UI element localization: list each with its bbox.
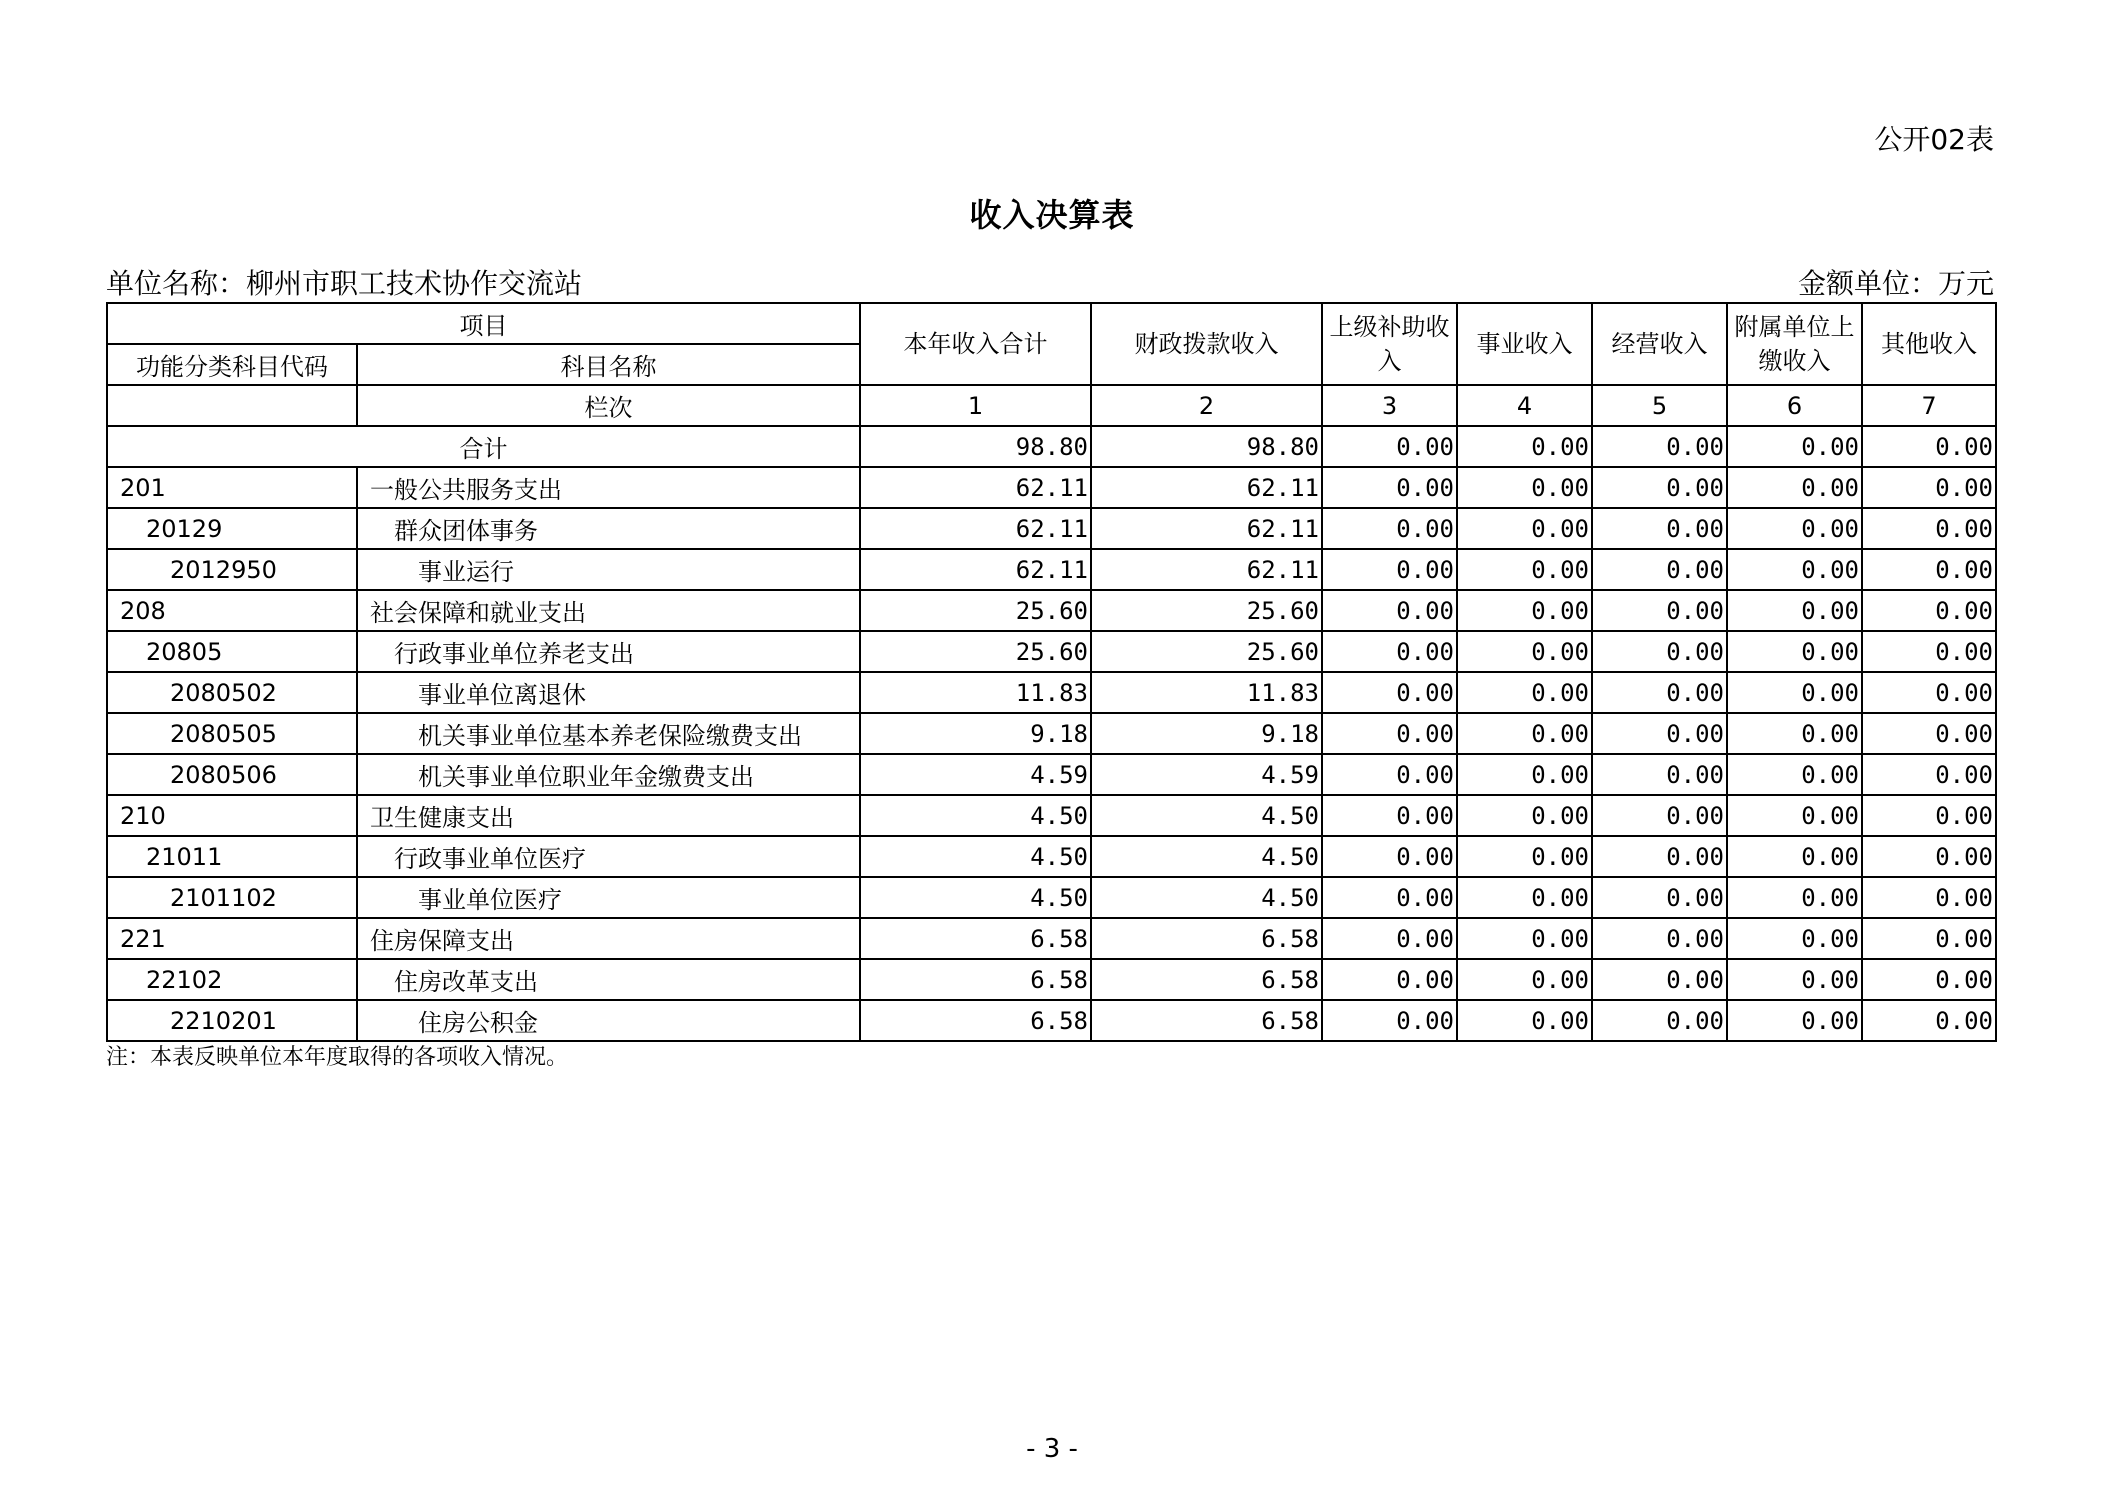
row-value: 6.58 xyxy=(860,918,1091,959)
page-title: 收入决算表 xyxy=(969,196,1135,234)
table-row xyxy=(107,672,1996,713)
row-value: 0.00 xyxy=(1592,1000,1727,1041)
row-value: 0.00 xyxy=(1727,713,1862,754)
row-code: 2080502 xyxy=(107,672,357,713)
row-value: 0.00 xyxy=(1862,959,1996,1000)
row-code: 2210201 xyxy=(107,1000,357,1041)
amount-unit: 金额单位：万元 xyxy=(1797,267,1994,300)
col-number-5: 5 xyxy=(1592,385,1727,426)
header-col-1: 本年收入合计 xyxy=(860,303,1091,385)
row-value: 4.50 xyxy=(860,795,1091,836)
row-value: 0.00 xyxy=(1727,918,1862,959)
row-value: 0.00 xyxy=(1727,795,1862,836)
row-value: 0.00 xyxy=(1862,754,1996,795)
row-value: 0.00 xyxy=(1727,672,1862,713)
row-value: 0.00 xyxy=(1862,467,1996,508)
row-name: 卫生健康支出 xyxy=(357,795,860,836)
index-blank-cell xyxy=(107,385,357,426)
row-value: 0.00 xyxy=(1457,549,1592,590)
row-value: 0.00 xyxy=(1322,836,1457,877)
table-row xyxy=(107,590,1996,631)
row-value: 0.00 xyxy=(1592,877,1727,918)
row-value: 0.00 xyxy=(1862,1000,1996,1041)
row-value: 0.00 xyxy=(1862,590,1996,631)
row-value: 0.00 xyxy=(1727,836,1862,877)
row-value: 62.11 xyxy=(1091,508,1322,549)
row-code: 221 xyxy=(107,918,357,959)
header-code: 功能分类科目代码 xyxy=(107,344,357,385)
row-name: 住房改革支出 xyxy=(357,959,860,1000)
row-code: 2080505 xyxy=(107,713,357,754)
row-code: 21011 xyxy=(107,836,357,877)
row-value: 4.59 xyxy=(860,754,1091,795)
row-value: 0.00 xyxy=(1322,754,1457,795)
row-name: 事业运行 xyxy=(357,549,860,590)
row-value: 25.60 xyxy=(860,590,1091,631)
row-value: 0.00 xyxy=(1592,590,1727,631)
row-value: 0.00 xyxy=(1592,672,1727,713)
row-value: 0.00 xyxy=(1727,631,1862,672)
row-value: 62.11 xyxy=(1091,549,1322,590)
row-value: 0.00 xyxy=(1862,631,1996,672)
row-value: 0.00 xyxy=(1322,713,1457,754)
row-value: 0.00 xyxy=(1457,590,1592,631)
row-value: 0.00 xyxy=(1457,631,1592,672)
col-number-1: 1 xyxy=(860,385,1091,426)
row-value: 4.50 xyxy=(860,836,1091,877)
row-value: 0.00 xyxy=(1592,918,1727,959)
row-code: 2080506 xyxy=(107,754,357,795)
total-value: 0.00 xyxy=(1457,426,1592,467)
row-code: 22102 xyxy=(107,959,357,1000)
row-value: 0.00 xyxy=(1727,467,1862,508)
table-row xyxy=(107,877,1996,918)
col-number-3: 3 xyxy=(1322,385,1457,426)
row-value: 6.58 xyxy=(860,959,1091,1000)
total-value: 98.80 xyxy=(1091,426,1322,467)
row-value: 6.58 xyxy=(1091,918,1322,959)
row-value: 0.00 xyxy=(1592,795,1727,836)
total-value: 0.00 xyxy=(1592,426,1727,467)
table-row xyxy=(107,918,1996,959)
row-value: 62.11 xyxy=(860,508,1091,549)
total-value: 0.00 xyxy=(1727,426,1862,467)
unit-name: 单位名称：柳州市职工技术协作交流站 xyxy=(106,267,583,300)
row-value: 0.00 xyxy=(1457,918,1592,959)
header-col-3: 上级补助收入 xyxy=(1322,303,1457,385)
table-row xyxy=(107,959,1996,1000)
row-value: 0.00 xyxy=(1457,795,1592,836)
header-col-7: 其他收入 xyxy=(1862,303,1996,385)
row-name: 一般公共服务支出 xyxy=(357,467,860,508)
header-col-2: 财政拨款收入 xyxy=(1091,303,1322,385)
row-value: 0.00 xyxy=(1457,836,1592,877)
header-row-index xyxy=(107,385,1996,426)
row-value: 0.00 xyxy=(1592,508,1727,549)
table-row xyxy=(107,754,1996,795)
header-row-1 xyxy=(107,303,1996,344)
row-value: 0.00 xyxy=(1457,1000,1592,1041)
total-value: 98.80 xyxy=(860,426,1091,467)
page-number: - 3 - xyxy=(1026,1434,1078,1464)
row-value: 0.00 xyxy=(1322,877,1457,918)
row-value: 0.00 xyxy=(1592,713,1727,754)
row-value: 0.00 xyxy=(1862,508,1996,549)
row-value: 0.00 xyxy=(1322,672,1457,713)
table-row xyxy=(107,467,1996,508)
total-value: 0.00 xyxy=(1322,426,1457,467)
col-number-2: 2 xyxy=(1091,385,1322,426)
row-value: 25.60 xyxy=(1091,590,1322,631)
row-name: 事业单位离退休 xyxy=(357,672,860,713)
row-value: 0.00 xyxy=(1727,549,1862,590)
row-value: 0.00 xyxy=(1322,549,1457,590)
table-row xyxy=(107,508,1996,549)
row-value: 0.00 xyxy=(1862,836,1996,877)
row-code: 201 xyxy=(107,467,357,508)
row-value: 0.00 xyxy=(1727,877,1862,918)
row-value: 6.58 xyxy=(1091,1000,1322,1041)
row-value: 62.11 xyxy=(860,549,1091,590)
row-value: 0.00 xyxy=(1457,959,1592,1000)
row-value: 0.00 xyxy=(1322,508,1457,549)
total-row xyxy=(107,426,1996,467)
row-value: 0.00 xyxy=(1457,877,1592,918)
row-name: 住房公积金 xyxy=(357,1000,860,1041)
row-code: 20129 xyxy=(107,508,357,549)
row-value: 0.00 xyxy=(1727,590,1862,631)
row-value: 0.00 xyxy=(1322,918,1457,959)
row-value: 9.18 xyxy=(1091,713,1322,754)
row-value: 0.00 xyxy=(1727,754,1862,795)
col-number-6: 6 xyxy=(1727,385,1862,426)
row-value: 11.83 xyxy=(1091,672,1322,713)
table-row xyxy=(107,713,1996,754)
row-name: 机关事业单位职业年金缴费支出 xyxy=(357,754,860,795)
header-col-6: 附属单位上缴收入 xyxy=(1727,303,1862,385)
header-col-4: 事业收入 xyxy=(1457,303,1592,385)
income-table xyxy=(106,302,1997,1042)
table-row xyxy=(107,631,1996,672)
row-value: 0.00 xyxy=(1592,836,1727,877)
row-value: 0.00 xyxy=(1322,590,1457,631)
row-value: 0.00 xyxy=(1457,672,1592,713)
row-code: 2101102 xyxy=(107,877,357,918)
row-name: 住房保障支出 xyxy=(357,918,860,959)
row-name: 事业单位医疗 xyxy=(357,877,860,918)
header-col-5: 经营收入 xyxy=(1592,303,1727,385)
row-name: 行政事业单位医疗 xyxy=(357,836,860,877)
header-project: 项目 xyxy=(107,303,860,344)
row-value: 0.00 xyxy=(1457,754,1592,795)
row-value: 0.00 xyxy=(1592,467,1727,508)
table-row xyxy=(107,836,1996,877)
row-value: 0.00 xyxy=(1727,508,1862,549)
row-value: 0.00 xyxy=(1322,959,1457,1000)
row-value: 0.00 xyxy=(1727,1000,1862,1041)
row-value: 0.00 xyxy=(1457,467,1592,508)
row-value: 0.00 xyxy=(1592,754,1727,795)
row-value: 0.00 xyxy=(1457,508,1592,549)
row-value: 4.50 xyxy=(860,877,1091,918)
row-value: 25.60 xyxy=(860,631,1091,672)
row-code: 210 xyxy=(107,795,357,836)
row-value: 0.00 xyxy=(1862,549,1996,590)
row-value: 0.00 xyxy=(1862,918,1996,959)
row-value: 0.00 xyxy=(1322,1000,1457,1041)
row-name: 群众团体事务 xyxy=(357,508,860,549)
row-value: 6.58 xyxy=(860,1000,1091,1041)
row-value: 0.00 xyxy=(1322,631,1457,672)
row-value: 62.11 xyxy=(860,467,1091,508)
row-value: 0.00 xyxy=(1322,795,1457,836)
row-name: 机关事业单位基本养老保险缴费支出 xyxy=(357,713,860,754)
row-value: 9.18 xyxy=(860,713,1091,754)
table-note: 注：本表反映单位本年度取得的各项收入情况。 xyxy=(106,1045,569,1070)
row-value: 0.00 xyxy=(1862,795,1996,836)
row-value: 4.50 xyxy=(1091,836,1322,877)
header-name: 科目名称 xyxy=(357,344,860,385)
row-value: 0.00 xyxy=(1862,713,1996,754)
row-value: 0.00 xyxy=(1592,959,1727,1000)
form-number: 公开02表 xyxy=(1874,123,1994,156)
row-value: 62.11 xyxy=(1091,467,1322,508)
col-index-label: 栏次 xyxy=(357,385,860,426)
row-code: 20805 xyxy=(107,631,357,672)
row-code: 208 xyxy=(107,590,357,631)
total-label: 合计 xyxy=(107,426,860,467)
col-number-7: 7 xyxy=(1862,385,1996,426)
row-value: 0.00 xyxy=(1457,713,1592,754)
row-value: 0.00 xyxy=(1727,959,1862,1000)
row-value: 25.60 xyxy=(1091,631,1322,672)
row-value: 0.00 xyxy=(1862,672,1996,713)
row-value: 0.00 xyxy=(1592,549,1727,590)
row-value: 0.00 xyxy=(1322,467,1457,508)
table-row xyxy=(107,795,1996,836)
row-value: 4.50 xyxy=(1091,877,1322,918)
row-value: 0.00 xyxy=(1592,631,1727,672)
row-value: 4.59 xyxy=(1091,754,1322,795)
row-value: 4.50 xyxy=(1091,795,1322,836)
total-value: 0.00 xyxy=(1862,426,1996,467)
row-value: 11.83 xyxy=(860,672,1091,713)
row-value: 6.58 xyxy=(1091,959,1322,1000)
row-name: 行政事业单位养老支出 xyxy=(357,631,860,672)
table-row xyxy=(107,549,1996,590)
row-name: 社会保障和就业支出 xyxy=(357,590,860,631)
row-code: 2012950 xyxy=(107,549,357,590)
table-row xyxy=(107,1000,1996,1041)
row-value: 0.00 xyxy=(1862,877,1996,918)
col-number-4: 4 xyxy=(1457,385,1592,426)
